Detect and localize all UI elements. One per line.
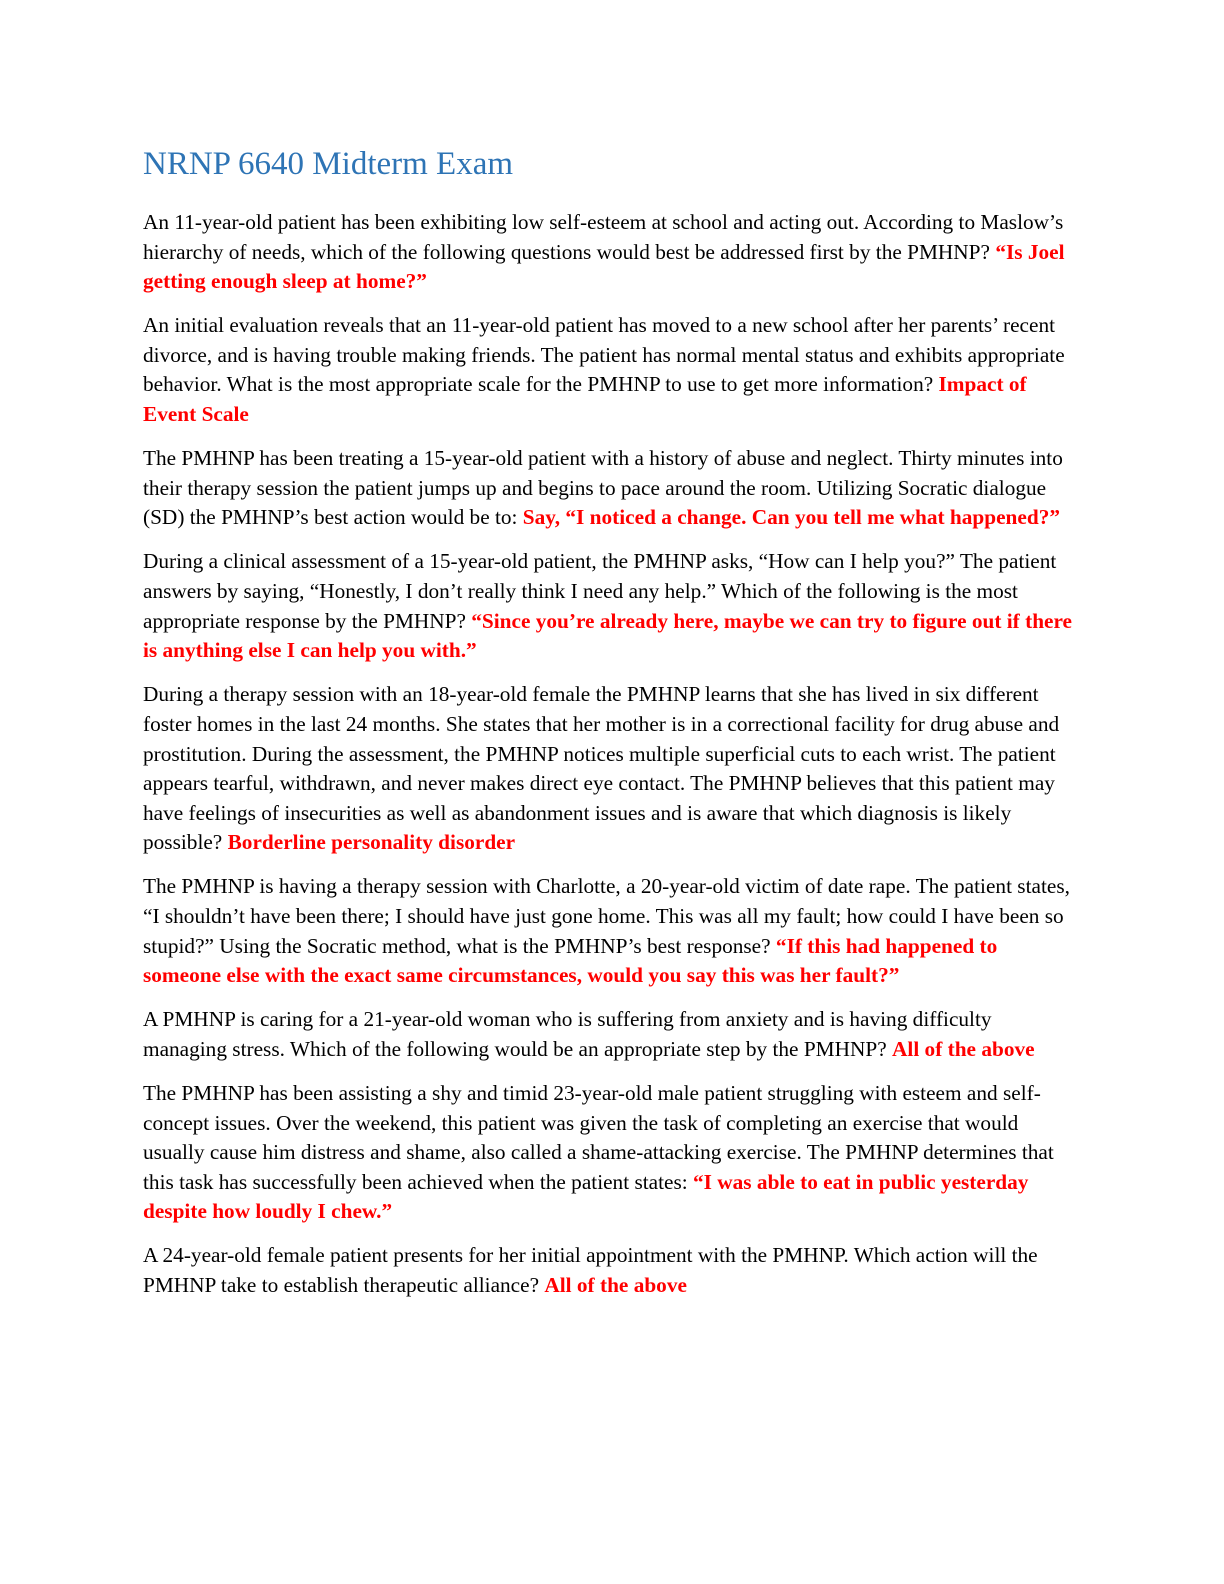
question-item [143,311,1078,429]
answer-text: “If this had happened to someone else with the exact same circumstances, would you say this was her fault?” [143,933,998,988]
answer-text: All of the above [892,1036,1035,1061]
answer-text: Impact of Event Scale [143,372,1027,427]
question-item [143,208,1078,297]
question-text: A PMHNP is caring for a 21-year-old woman who is suffering from anxiety and is having difficulty managing stress. Which of the following would be an appropriate step by the PMHNP? [143,1007,992,1061]
answer-text: “Since you’re already here, maybe we can try to figure out if there is anything else I can help you with.” [143,608,1073,663]
question-list [143,208,1078,1301]
answer-text: Say, “I noticed a change. Can you tell me what happened?” [522,505,1060,530]
question-item [143,872,1078,990]
question-item [143,1005,1078,1064]
question-text: The PMHNP has been assisting a shy and timid 23-year-old male patient struggling with esteem and self-concept issues. Over the weekend, this patient was given the task of completing an exercise that would usually cause him distress and shame, also called a shame-attacking exercise. The PMHNP determines that this task has successfully been achieved when the patient states: [143,1080,1054,1194]
question-item [143,680,1078,858]
question-text: During a therapy session with an 18-year-old female the PMHNP learns that she has lived in six different foster homes in the last 24 months. She states that her mother is in a correctional facility for drug abuse and prostitution. During the assessment, the PMHNP notices multiple superficial cuts to each wrist. The patient appears tearful, withdrawn, and never makes direct eye contact. The PMHNP believes that this patient may have feelings of insecurities as well as abandonment issues and is aware that which diagnosis is likely possible? [143,682,1060,855]
question-text: The PMHNP has been treating a 15-year-old patient with a history of abuse and neglect. Thirty minutes into their therapy session the patient jumps up and begins to pace around the room. Utilizing Socratic dialogue (SD) the PMHNP’s best action would be to: [143,446,1063,530]
question-item [143,1241,1078,1300]
question-item [143,1079,1078,1227]
question-text: An 11-year-old patient has been exhibiting low self-esteem at school and acting out. According to Maslow’s hierarchy of needs, which of the following questions would best be addressed first by the PMHNP? [143,210,1064,264]
answer-text: All of the above [544,1273,687,1297]
question-item [143,547,1078,665]
answer-text: Borderline personality disorder [227,830,516,855]
answer-text: “I was able to eat in public yesterday despite how loudly I chew.” [143,1169,1029,1224]
question-text: A 24-year-old female patient presents for her initial appointment with the PMHNP. Which action will the PMHNP take to establish therapeutic alliance? [143,1243,1038,1297]
document-page [143,140,1078,1315]
answer-text: “Is Joel getting enough sleep at home?” [143,239,1065,294]
question-item [143,444,1078,533]
question-text: An initial evaluation reveals that an 11-year-old patient has moved to a new school after her parents’ recent divorce, and is having trouble making friends. The patient has normal mental status and exhibits appropriate behavior. What is the most appropriate scale for the PMHNP to use to get more information? [143,313,1065,397]
document-title: NRNP 6640 Midterm Exam [143,146,514,182]
question-text: The PMHNP is having a therapy session with Charlotte, a 20-year-old victim of date rape. The patient states, “I shouldn’t have been there; I should have just gone home. This was all my fault; how could I have been so stupid?” Using the Socratic method, what is the PMHNP’s best response? [143,874,1070,958]
question-text: During a clinical assessment of a 15-year-old patient, the PMHNP asks, “How can I help you?” The patient answers by saying, “Honestly, I don’t really think I need any help.” Which of the following is the most appropriate response by the PMHNP? [143,549,1057,633]
